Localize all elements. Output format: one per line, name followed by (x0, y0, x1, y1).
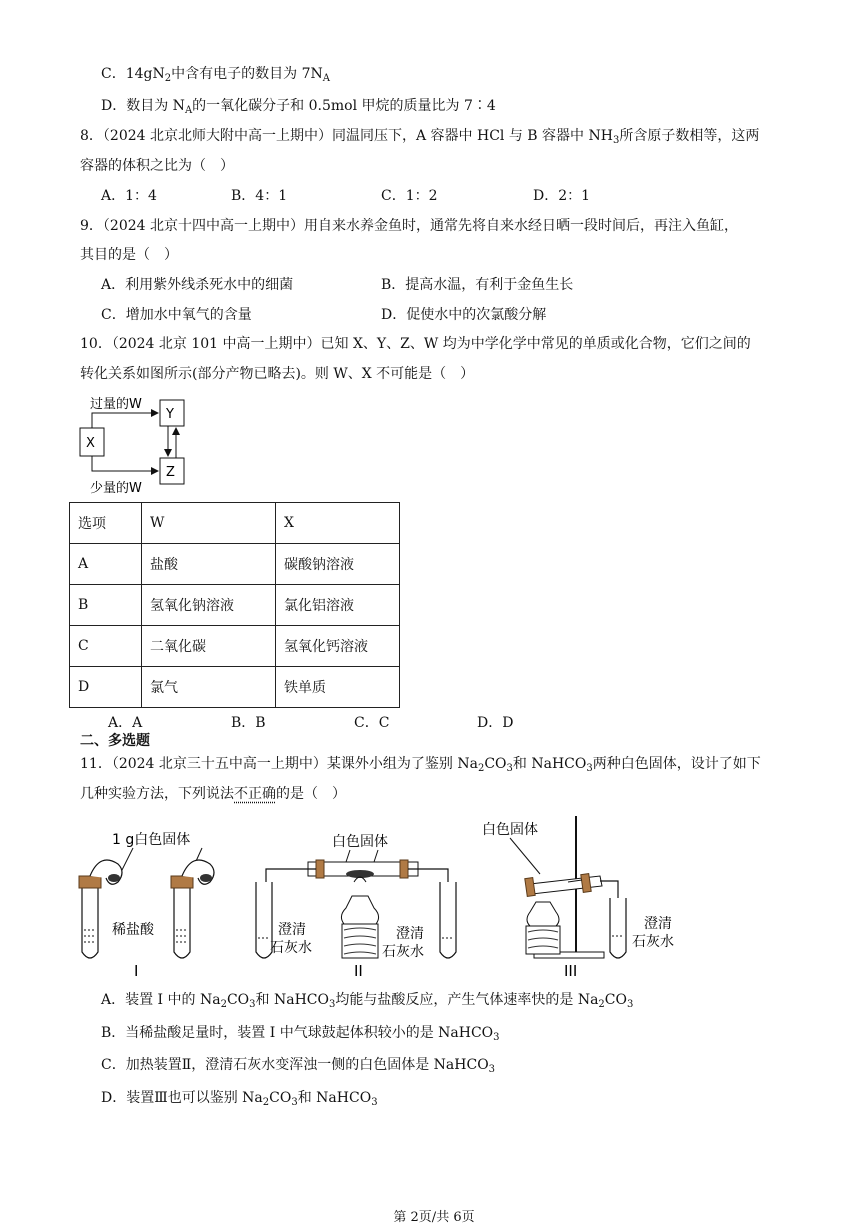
q9-option-a: A．利用紫外线杀死水中的细菌 (101, 277, 294, 293)
subscript: 3 (493, 1032, 500, 1043)
q10-conversion-diagram (76, 392, 216, 496)
q8-stem-line1 (80, 126, 759, 146)
text: D．装置Ⅲ也可以鉴别 Na (101, 1090, 263, 1106)
label-white-solid-3: 白色固体 (482, 822, 538, 838)
text: 和 NaHCO (297, 1090, 372, 1106)
q9-option-b: B．提高水温，有利于金鱼生长 (381, 277, 574, 293)
table-cell: W (142, 503, 276, 544)
test-tube-left (82, 882, 98, 958)
q9-option-d: D．促使水中的次氯酸分解 (381, 307, 547, 323)
label-dilute-hcl: 稀盐酸 (112, 922, 154, 938)
text: A．装置 I 中的 Na (101, 992, 221, 1008)
label-white-solid-2: 白色固体 (332, 834, 388, 850)
q9-stem-line1: 9．（2024 北京十四中高一上期中）用自来水养金鱼时，通常先将自来水经日晒一段时间后，再注入鱼缸， (80, 218, 738, 234)
label-1g-white-solid: 1 g白色固体 (112, 832, 191, 848)
table-cell: 氯化铝溶液 (276, 585, 400, 626)
q8-stem-line2: 容器的体积之比为（ ） (80, 158, 234, 174)
text: C．14gN (101, 66, 165, 82)
q11-stem-line1 (80, 754, 761, 774)
q10-option-a: A．A (108, 715, 143, 731)
device-2 (256, 833, 456, 980)
q10-options-table (69, 502, 400, 708)
q8-option-b: B．4：1 (231, 188, 288, 204)
alcohol-lamp-3 (527, 902, 559, 926)
subscript: 2 (477, 763, 485, 774)
subscript: 3 (249, 999, 256, 1010)
text: 均能与盐酸反应，产生气体速率快的是 Na (335, 992, 599, 1008)
label-device-3: III (564, 962, 578, 980)
table-row (70, 544, 400, 585)
box-z-label: Z (166, 465, 175, 480)
arrow-x-to-y (92, 413, 158, 428)
balloon-band (79, 876, 101, 888)
subscript: 2 (164, 73, 172, 84)
q11-option-c (101, 1055, 495, 1075)
box-y-label: Y (166, 407, 174, 422)
subscript: 3 (627, 999, 634, 1010)
q11-stem-line2 (80, 784, 346, 804)
q11-apparatus-figure (70, 812, 710, 982)
table-cell: 盐酸 (142, 544, 276, 585)
table-cell: 氢氧化钙溶液 (276, 626, 400, 667)
table-cell: A (70, 544, 142, 585)
text: 和 NaHCO (512, 756, 587, 772)
table-cell: 铁单质 (276, 667, 400, 708)
text: C．加热装置Ⅱ，澄清石灰水变浑浊一侧的白色固体是 NaHCO (101, 1057, 489, 1073)
label-device-2: II (354, 962, 363, 980)
test-tube-lime-3 (610, 898, 626, 958)
q9-option-c: C．增加水中氧气的含量 (101, 307, 252, 323)
subscript: 3 (612, 135, 620, 146)
table-row (70, 585, 400, 626)
table-cell: 选项 (70, 503, 142, 544)
subscript: 2 (598, 999, 605, 1010)
table-row (70, 667, 400, 708)
text: 11．（2024 北京三十五中高一上期中）某课外小组为了鉴别 Na (80, 756, 478, 772)
text: 8．（2024 北京北师大附中高一上期中）同温同压下，A 容器中 HCl 与 B 容器中 NH (80, 128, 613, 144)
subscript: A (322, 73, 330, 84)
text: CO (484, 756, 507, 772)
text: 和 NaHCO (255, 992, 329, 1008)
text: 所含原子数相等，这两 (619, 128, 760, 144)
device-3 (482, 816, 674, 980)
table-cell: 氯气 (142, 667, 276, 708)
label-lime-right-2: 石灰水 (382, 944, 424, 960)
subscript: A (184, 105, 193, 116)
table-cell: B (70, 585, 142, 626)
text: D．数目为 N (101, 98, 185, 114)
label-device-1: I (134, 962, 139, 980)
q10-option-d: D．D (477, 715, 514, 731)
table-cell: X (276, 503, 400, 544)
q8-option-a: A．1：4 (101, 188, 157, 204)
table-cell: 碳酸钠溶液 (276, 544, 400, 585)
subscript: 2 (220, 999, 227, 1010)
q8-option-c: C．1：2 (381, 188, 438, 204)
subscript: 2 (262, 1097, 270, 1108)
page-footer: 第 2页/共 6页 (393, 1210, 475, 1225)
text: CO (226, 992, 250, 1008)
text: 的一氧化碳分子和 0.5mol 甲烷的质量比为 7∶4 (192, 98, 496, 114)
label-lime-left-1: 澄清 (278, 922, 306, 938)
alcohol-lamp (341, 896, 378, 924)
table-header-row (70, 503, 400, 544)
text: B．当稀盐酸足量时，装置 I 中气球鼓起体积较小的是 NaHCO (101, 1025, 494, 1041)
q10-stem-line1: 10．（2024 北京 101 中高一上期中）已知 X、Y、Z、W 均为中学化学中常见的单质或化合物，它们之间的 (80, 336, 751, 352)
test-tube-lime-right (440, 882, 456, 958)
arrow-x-to-z (92, 456, 158, 471)
text: 中含有电子的数目为 7N (171, 66, 323, 82)
q11-option-d (101, 1088, 378, 1108)
text: 两种白色固体，设计了如下 (592, 756, 761, 772)
text: CO (269, 1090, 292, 1106)
q9-stem-line2: 其目的是（ ） (80, 247, 178, 263)
q10-option-b: B．B (231, 715, 266, 731)
subscript: 3 (329, 999, 336, 1010)
q11-option-b (101, 1023, 500, 1043)
emphasis-text: 不正确 (234, 786, 276, 802)
subscript: 3 (586, 763, 593, 774)
text: 几种实验方法，下列说法 (80, 786, 234, 802)
label-excess-w: 过量的W (90, 397, 142, 412)
label-lime-3-1: 澄清 (644, 916, 672, 932)
subscript: 3 (506, 763, 513, 774)
section-heading-multiple-choice: 二、多选题 (80, 733, 150, 749)
subscript: 3 (371, 1097, 378, 1108)
device-1 (79, 831, 214, 980)
table-cell: D (70, 667, 142, 708)
q11-option-a (101, 990, 633, 1010)
table-cell: C (70, 626, 142, 667)
table-row (70, 626, 400, 667)
box-x-label: X (86, 436, 95, 451)
table-cell: 二氧化碳 (142, 626, 276, 667)
q8-option-d: D．2：1 (533, 188, 591, 204)
q10-stem-line2: 转化关系如图所示(部分产物已略去)。则 W、X 不可能是（ ） (80, 366, 475, 382)
test-tube-right (174, 882, 190, 958)
label-lime-right-1: 澄清 (396, 926, 424, 942)
q7-option-d (101, 96, 496, 116)
label-lime-3-2: 石灰水 (632, 934, 674, 950)
q10-option-c: C．C (354, 715, 390, 731)
table-cell: 氢氧化钠溶液 (142, 585, 276, 626)
text: 的是（ ） (276, 786, 346, 802)
subscript: 3 (488, 1064, 496, 1075)
subscript: 3 (291, 1097, 298, 1108)
label-lime-left-2: 石灰水 (270, 940, 312, 956)
text: CO (604, 992, 627, 1008)
label-little-w: 少量的W (90, 481, 142, 496)
q7-option-c (101, 64, 330, 84)
